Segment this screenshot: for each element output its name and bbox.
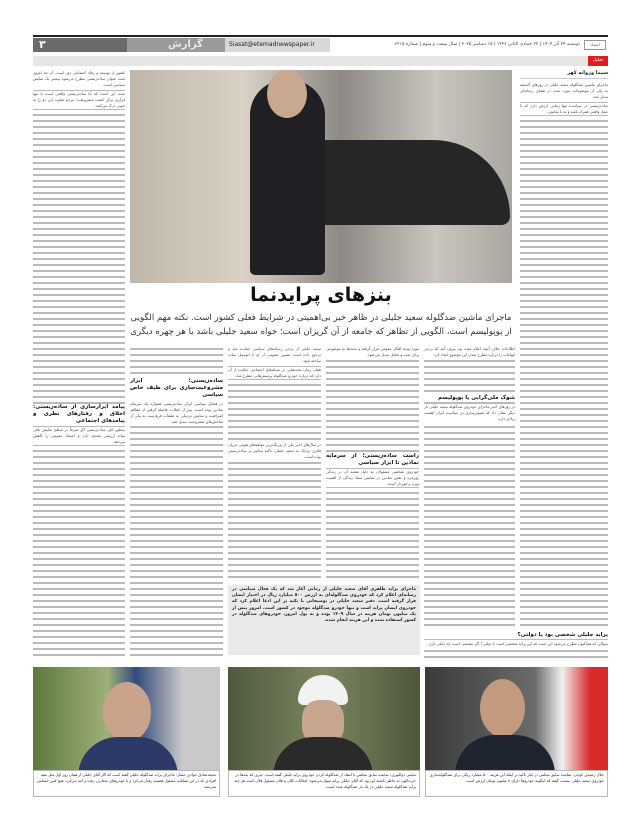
column-right: [520, 82, 608, 658]
paragraph: مورد توجه افکار عمومی قرار گرفته و بحث‌ها به موضوعی برای بحث و تحلیل تبدیل می‌شود.: [326, 346, 419, 357]
photo-zolnouri: [228, 667, 420, 770]
column-right-bottom: [424, 630, 608, 658]
photo-caption: مجتبی ذوالنوری: نماینده سابق مجلس با انتقاد از ضدگلوله کردن خودروی پراید جلیلی گفته است: چیزی که بعدها در حزب‌الهی نه خاطر داشته این بود که آقای جلیلی پراید سوار می‌شود؛ امکانات کلان و فلان مسئول فلان است هر چند پراید ضدگلوله سعید جلیلی در یک بار ضدگلوله شده است.: [228, 770, 420, 797]
column-3: [228, 346, 321, 582]
section-title: گزارش: [127, 38, 225, 52]
photo-rashidi-kouchi: [425, 667, 608, 770]
newspaper-logo: اعتماد: [584, 40, 606, 50]
subheading: راست ساده‌زیستی؛ از سرمایه نمادین تا ابزار سیاسی: [326, 453, 419, 466]
subheading: ساده‌زیستی؛ ابزار مشروعیت‌سازی برای طیف خاص سیاسی: [130, 378, 223, 398]
column-2: [130, 346, 223, 658]
headline: بنزهای پرایدنما: [250, 284, 392, 306]
main-photo: [130, 70, 512, 283]
photo-caption: محمدصادق جوادی حصار: ماجرای پراید ضدگلوله جلیلی گفته است که اگر آقای جلیلی از همان روز اول مثل بقیه افرادی که در این مملکت مسئول هستند رفتار می‌کرد و با خودروهای متعارف رفت و آمد می‌کرد، هیچ کس حساس نمی‌شد.: [33, 770, 220, 797]
paragraph: در سال‌های اخیر یکی از پررنگ‌ترین مولفه‌های هویتی جریان فکری نزدیک به سعید جلیلی، تأکید مداوم بر ساده‌زیستی بوده است.: [228, 442, 321, 459]
paragraph: در فضای سیاسی ایران ساده‌زیستی همواره یک سرمایه نمادین بوده است. پس از انقلاب، فاصله گرفتن از مظاهر اشرافیت و نمایش نزدیکی به طبقات فرودست به یکی از شاخص‌های مشروعیت تبدیل شد.: [130, 401, 223, 424]
date-line: دوشنبه ۲۴ آذر ۱۴۰۴ | ۲۴ جمادی الثانی ۱۴۴۷ | ۱۵ دسامبر ۲۰۲۵ | سال بیست و سوم | شماره ۶۲۱۵: [394, 42, 580, 47]
subheading: شوک ملی‌گرایی یا پوپولیسم: [424, 395, 515, 402]
category-tag: تحلیل: [588, 56, 608, 66]
column-4: [326, 346, 419, 582]
paragraph: اطلاعات خلاف آنچه اعلام شده بود بیرون آمد که برخی ابهامات را درباره مطرح شدن این موضوع ایجاد کرد.: [424, 346, 515, 357]
author-name: سیما وزوانه کهر: [520, 70, 608, 79]
paragraph: به‌طور کلی ساده‌زیستی اگر صرفاً در سطح نمایش باقی بماند ارزشی محدود دارد و اعتماد عمومی را کاهش می‌دهد.: [33, 427, 125, 444]
person-head: [267, 70, 307, 118]
paragraph: ماجرای ماشین ضدگلوله سعید جلیلی در روزهای گذشته به یکی از موضوعات مورد بحث در فضای رسانه‌ای تبدیل شد.: [520, 82, 608, 99]
highlight-box: ماجرای پراید ظاهری آقای سعید جلیلی از زمانی آغاز شد که یک فعال سیاسی در رسانه‌ای اعلام کرد که خودروی ضدگلوله‌ای به ارزش ۵۰۰ میلیارد ریال در اختیار ایشان قرار گرفته است. دفتر سعید جلیلی در توضیحاتی با تکیه بر این ادعا اعلام کرد که خودروی ایشان پراید است و تنها خودرو ضدگلوله موجود در کشور است. امروز بیش از یک میلیون تومان هزینه در سال ۱۴۰۹ بوده و به پول امروز، خودروهای ضدگلوله در کشور استفاده شده و این هزینه انجام شده.: [228, 585, 420, 655]
paragraph: بحث این است که آیا ساده‌زیستی واقعی است یا تنها ابزاری برای کسب مشروعیت؛ مردم تفاوت این دو را به خوبی درک می‌کنند.: [33, 91, 125, 108]
column-5: [424, 346, 515, 658]
header-rule: [33, 35, 608, 37]
section-strip: [33, 56, 608, 66]
subheading: پیامد ابزارسازی از ساده‌زیستی: اخلاق و رفتارهای نظری و پیامدهای اجتماعی: [33, 404, 125, 424]
page-number: ۳: [33, 38, 127, 52]
column-left: [33, 70, 125, 658]
subheadline: ماجرای ماشین ضدگلوله سعید جلیلی در ظاهر خبر بی‌اهمیتی در شرایط فعلی کشور است. نکته مهم الگویی از پوپولیسم است، الگویی از تظاهر که جامعه از آن گریزان است؛ خواه سعید جلیلی باشد یا هر چهره دیگری: [130, 313, 512, 337]
paragraph: کشور از توسعه و رفاه اجتماعی دور است. آن چه امروز تحت عنوان ساده‌زیستی مطرح می‌شود بیشتر یک نمایش سیاسی است.: [33, 70, 125, 87]
paragraph: همان زمان بحث‌هایی در شبکه‌های اجتماعی حکایت از آن دارد که درباره خودرو ضدگلوله پرسش‌هایی مطرح شد.: [228, 367, 321, 378]
photo-javadi-hesar: [33, 667, 220, 770]
paragraph: سعید جلیلی از برخی رسانه‌های سیاسی حمایت شد و ترجیح داده است تصویر عمومی از او با اتومبیل ساده ساخته شود.: [228, 346, 321, 363]
paragraph: در روزهای اخیر ماجرای خودروی ضدگلوله سعید جلیلی بار دیگر نشان داد که تصویرسازی در سیاست ایران اهمیت زیادی دارد.: [424, 404, 515, 421]
email[interactable]: Siasat@etemadnewspaper.ir: [225, 38, 330, 52]
paragraph: ساده‌زیستی در سیاست تنها زمانی ارزش دارد که با عمل واقعی همراه باشد و نه با نمایش.: [520, 103, 608, 114]
paragraph: سوالی که هم‌اکنون مطرح می‌شود این است که این پراید شخصی است یا دولتی؟ اگر شخصی است چه دلیلی دارد.: [424, 641, 608, 647]
photo-caption: جلال رشیدی کوچی: نماینده سابق مجلس در کنار تأکید بر اینکه این هزینه ۵۰۰ میلیارد ریالی برای ضدگلوله‌سازی خودروی سعید جلیلی نیست، گفته که اینگونه خودروها دارای ۸ میلیون تومان ارزش است.: [425, 770, 608, 797]
paragraph: خودروی شخصی مسئولان به دلیل نقشه آن در زندگی روزمره و نقش نمادین در نمایش سبک زندگی از اهمیت ویژه برخوردار است.: [326, 469, 419, 486]
subheading: پراید جلیلی شخصی بود یا دولتی؟: [424, 632, 608, 639]
